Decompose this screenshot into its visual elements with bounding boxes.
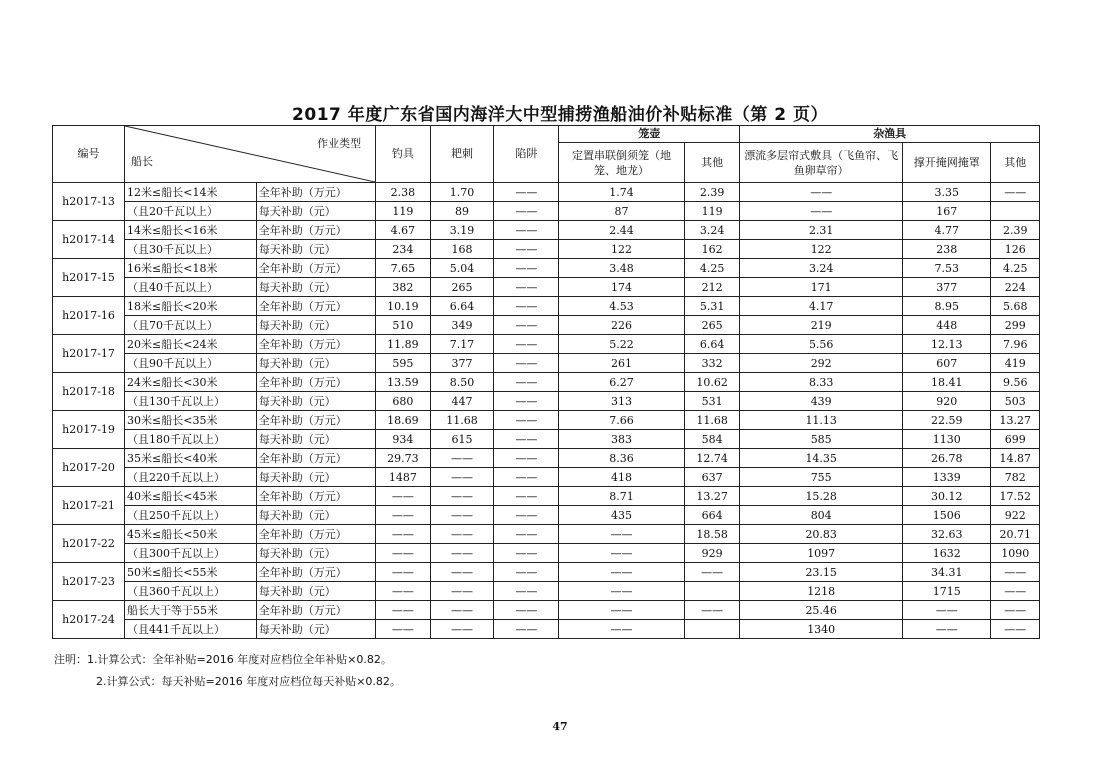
subsidy-value: 531 bbox=[684, 392, 740, 411]
subsidy-value: —— bbox=[740, 183, 903, 202]
table-row bbox=[53, 202, 1040, 221]
subsidy-value: 14.35 bbox=[740, 449, 903, 468]
subsidy-value: 664 bbox=[684, 506, 740, 525]
subsidy-value: 1715 bbox=[902, 582, 991, 601]
table-row bbox=[53, 449, 1040, 468]
subsidy-value: —— bbox=[376, 620, 431, 639]
row-id: h2017-23 bbox=[53, 563, 125, 601]
subsidy-value: —— bbox=[376, 601, 431, 620]
col-header-misc-cover: 撑开掩网掩罩 bbox=[902, 143, 991, 183]
subsidy-value: 261 bbox=[559, 354, 685, 373]
subsidy-value: —— bbox=[559, 620, 685, 639]
vessel-power-range: （且220千瓦以上） bbox=[125, 468, 257, 487]
subsidy-unit: 全年补助（万元） bbox=[256, 449, 375, 468]
subsidy-value: —— bbox=[430, 620, 494, 639]
subsidy-value: 382 bbox=[376, 278, 431, 297]
subsidy-value: 14.87 bbox=[991, 449, 1040, 468]
vessel-power-range: （且30千瓦以上） bbox=[125, 240, 257, 259]
subsidy-value: 7.53 bbox=[902, 259, 991, 278]
table-row bbox=[53, 468, 1040, 487]
subsidy-value: —— bbox=[902, 601, 991, 620]
vessel-length-range: 35米≤船长<40米 bbox=[125, 449, 257, 468]
table-row bbox=[53, 525, 1040, 544]
row-id: h2017-15 bbox=[53, 259, 125, 297]
subsidy-value: 699 bbox=[991, 430, 1040, 449]
diag-bottom-label: 船长 bbox=[131, 155, 154, 168]
subsidy-value: 377 bbox=[430, 354, 494, 373]
vessel-power-range: （且70千瓦以上） bbox=[125, 316, 257, 335]
subsidy-value: 1340 bbox=[740, 620, 903, 639]
vessel-length-range: 16米≤船长<18米 bbox=[125, 259, 257, 278]
subsidy-value: —— bbox=[494, 183, 559, 202]
subsidy-value: 2.39 bbox=[991, 221, 1040, 240]
subsidy-value: 6.27 bbox=[559, 373, 685, 392]
vessel-power-range: （且300千瓦以上） bbox=[125, 544, 257, 563]
subsidy-value: 219 bbox=[740, 316, 903, 335]
row-id: h2017-19 bbox=[53, 411, 125, 449]
subsidy-value: —— bbox=[494, 335, 559, 354]
row-id: h2017-24 bbox=[53, 601, 125, 639]
subsidy-value: 29.73 bbox=[376, 449, 431, 468]
note-2: 2.计算公式：每天补贴=2016 年度对应档位每天补贴×0.82。 bbox=[96, 675, 401, 688]
table-row bbox=[53, 430, 1040, 449]
subsidy-value: —— bbox=[991, 183, 1040, 202]
table-row bbox=[53, 316, 1040, 335]
subsidy-value: 17.52 bbox=[991, 487, 1040, 506]
vessel-power-range: （且40千瓦以上） bbox=[125, 278, 257, 297]
subsidy-value: —— bbox=[376, 506, 431, 525]
subsidy-unit: 全年补助（万元） bbox=[256, 183, 375, 202]
subsidy-value: 2.31 bbox=[740, 221, 903, 240]
diagonal-header bbox=[125, 126, 376, 183]
subsidy-value: 11.68 bbox=[684, 411, 740, 430]
subsidy-value: 922 bbox=[991, 506, 1040, 525]
subsidy-value: 11.89 bbox=[376, 335, 431, 354]
subsidy-value: —— bbox=[494, 411, 559, 430]
diagonal-line bbox=[125, 126, 375, 182]
subsidy-value: 122 bbox=[559, 240, 685, 259]
subsidy-unit: 全年补助（万元） bbox=[256, 411, 375, 430]
table-row bbox=[53, 278, 1040, 297]
group-header-misc: 杂渔具 bbox=[740, 126, 1040, 143]
subsidy-value: 10.62 bbox=[684, 373, 740, 392]
subsidy-value: —— bbox=[494, 563, 559, 582]
subsidy-unit: 全年补助（万元） bbox=[256, 335, 375, 354]
subsidy-value: 30.12 bbox=[902, 487, 991, 506]
table-body bbox=[53, 183, 1040, 639]
subsidy-value: 167 bbox=[902, 202, 991, 221]
subsidy-value: —— bbox=[376, 544, 431, 563]
vessel-power-range: （且180千瓦以上） bbox=[125, 430, 257, 449]
group-header-cage: 笼壶 bbox=[559, 126, 740, 143]
subsidy-unit: 全年补助（万元） bbox=[256, 373, 375, 392]
subsidy-value: 299 bbox=[991, 316, 1040, 335]
subsidy-value: 89 bbox=[430, 202, 494, 221]
subsidy-value: 265 bbox=[430, 278, 494, 297]
subsidy-value: 20.71 bbox=[991, 525, 1040, 544]
subsidy-value: 8.71 bbox=[559, 487, 685, 506]
subsidy-value: 510 bbox=[376, 316, 431, 335]
subsidy-value: —— bbox=[991, 582, 1040, 601]
subsidy-value: 12.74 bbox=[684, 449, 740, 468]
subsidy-value: —— bbox=[494, 221, 559, 240]
subsidy-value: 4.25 bbox=[684, 259, 740, 278]
subsidy-value: 313 bbox=[559, 392, 685, 411]
subsidy-value: 34.31 bbox=[902, 563, 991, 582]
row-id: h2017-21 bbox=[53, 487, 125, 525]
diag-top-label: 作业类型 bbox=[317, 137, 362, 150]
subsidy-value: —— bbox=[430, 487, 494, 506]
page-number: 47 bbox=[552, 720, 568, 733]
vessel-length-range: 30米≤船长<35米 bbox=[125, 411, 257, 430]
subsidy-value: 448 bbox=[902, 316, 991, 335]
subsidy-value: —— bbox=[430, 449, 494, 468]
subsidy-value: 5.22 bbox=[559, 335, 685, 354]
subsidy-value: 18.41 bbox=[902, 373, 991, 392]
note-1: 注明：1.计算公式：全年补贴=2016 年度对应档位全年补贴×0.82。 bbox=[54, 653, 392, 666]
subsidy-value: 3.48 bbox=[559, 259, 685, 278]
subsidy-unit: 每天补助（元） bbox=[256, 278, 375, 297]
subsidy-unit: 每天补助（元） bbox=[256, 468, 375, 487]
subsidy-value bbox=[684, 620, 740, 639]
subsidy-value: —— bbox=[991, 620, 1040, 639]
subsidy-value: —— bbox=[430, 468, 494, 487]
subsidy-value: 377 bbox=[902, 278, 991, 297]
subsidy-value: —— bbox=[559, 525, 685, 544]
vessel-length-range: 50米≤船长<55米 bbox=[125, 563, 257, 582]
subsidy-value: 637 bbox=[684, 468, 740, 487]
subsidy-value: 13.27 bbox=[684, 487, 740, 506]
subsidy-value: 119 bbox=[376, 202, 431, 221]
subsidy-value: 171 bbox=[740, 278, 903, 297]
subsidy-value: 332 bbox=[684, 354, 740, 373]
subsidy-value: 1.74 bbox=[559, 183, 685, 202]
subsidy-value: 7.17 bbox=[430, 335, 494, 354]
subsidy-value: 4.25 bbox=[991, 259, 1040, 278]
subsidy-value: 3.24 bbox=[684, 221, 740, 240]
subsidy-value: 929 bbox=[684, 544, 740, 563]
subsidy-value: 2.38 bbox=[376, 183, 431, 202]
row-id: h2017-18 bbox=[53, 373, 125, 411]
subsidy-value: 595 bbox=[376, 354, 431, 373]
subsidy-value: —— bbox=[494, 525, 559, 544]
subsidy-value: —— bbox=[740, 202, 903, 221]
subsidy-value: 13.59 bbox=[376, 373, 431, 392]
subsidy-value: 23.15 bbox=[740, 563, 903, 582]
subsidy-value: —— bbox=[991, 601, 1040, 620]
col-header-cage-series: 定置串联倒须笼（地笼、地龙） bbox=[559, 143, 685, 183]
subsidy-value: —— bbox=[559, 582, 685, 601]
subsidy-value: —— bbox=[430, 601, 494, 620]
subsidy-unit: 每天补助（元） bbox=[256, 620, 375, 639]
subsidy-value: 6.64 bbox=[430, 297, 494, 316]
subsidy-value: 265 bbox=[684, 316, 740, 335]
subsidy-value: 26.78 bbox=[902, 449, 991, 468]
subsidy-value: 5.04 bbox=[430, 259, 494, 278]
vessel-power-range: （且90千瓦以上） bbox=[125, 354, 257, 373]
table-row bbox=[53, 297, 1040, 316]
subsidy-value: —— bbox=[494, 468, 559, 487]
subsidy-value: 234 bbox=[376, 240, 431, 259]
subsidy-value: 419 bbox=[991, 354, 1040, 373]
subsidy-value: 1218 bbox=[740, 582, 903, 601]
subsidy-value: 32.63 bbox=[902, 525, 991, 544]
subsidy-value: 13.27 bbox=[991, 411, 1040, 430]
table-row bbox=[53, 506, 1040, 525]
table-row bbox=[53, 582, 1040, 601]
subsidy-value: 435 bbox=[559, 506, 685, 525]
subsidy-value: 11.68 bbox=[430, 411, 494, 430]
subsidy-value: 2.39 bbox=[684, 183, 740, 202]
subsidy-value: —— bbox=[991, 563, 1040, 582]
subsidy-value: 238 bbox=[902, 240, 991, 259]
subsidy-value: 226 bbox=[559, 316, 685, 335]
col-header-cage-other: 其他 bbox=[684, 143, 740, 183]
subsidy-value: 3.35 bbox=[902, 183, 991, 202]
vessel-power-range: （且20千瓦以上） bbox=[125, 202, 257, 221]
vessel-length-range: 18米≤船长<20米 bbox=[125, 297, 257, 316]
subsidy-value: 584 bbox=[684, 430, 740, 449]
subsidy-value: —— bbox=[430, 525, 494, 544]
subsidy-value: —— bbox=[494, 373, 559, 392]
subsidy-value: 5.68 bbox=[991, 297, 1040, 316]
subsidy-value: 1339 bbox=[902, 468, 991, 487]
subsidy-value: 7.96 bbox=[991, 335, 1040, 354]
vessel-power-range: （且441千瓦以上） bbox=[125, 620, 257, 639]
subsidy-value: 782 bbox=[991, 468, 1040, 487]
subsidy-value: 212 bbox=[684, 278, 740, 297]
subsidy-unit: 全年补助（万元） bbox=[256, 601, 375, 620]
subsidy-value: 383 bbox=[559, 430, 685, 449]
subsidy-value: 607 bbox=[902, 354, 991, 373]
subsidy-value: —— bbox=[494, 582, 559, 601]
subsidy-value: —— bbox=[494, 544, 559, 563]
vessel-length-range: 12米≤船长<14米 bbox=[125, 183, 257, 202]
col-header-xianjing: 陷阱 bbox=[494, 126, 559, 183]
subsidy-value: 9.56 bbox=[991, 373, 1040, 392]
col-header-paci: 耙刺 bbox=[430, 126, 494, 183]
col-header-misc-drift: 漂流多层帘式敷具（飞鱼帘、飞鱼卵草帘） bbox=[740, 143, 903, 183]
subsidy-value: —— bbox=[559, 563, 685, 582]
subsidy-value bbox=[684, 582, 740, 601]
subsidy-value: 3.19 bbox=[430, 221, 494, 240]
subsidy-value: 87 bbox=[559, 202, 685, 221]
subsidy-value: —— bbox=[684, 601, 740, 620]
subsidy-value: 122 bbox=[740, 240, 903, 259]
subsidy-unit: 全年补助（万元） bbox=[256, 563, 375, 582]
subsidy-value: 174 bbox=[559, 278, 685, 297]
table-row bbox=[53, 259, 1040, 278]
subsidy-value: —— bbox=[376, 525, 431, 544]
subsidy-unit: 全年补助（万元） bbox=[256, 525, 375, 544]
subsidy-value: 2.44 bbox=[559, 221, 685, 240]
vessel-length-range: 20米≤船长<24米 bbox=[125, 335, 257, 354]
subsidy-unit: 每天补助（元） bbox=[256, 506, 375, 525]
subsidy-value: 119 bbox=[684, 202, 740, 221]
subsidy-value: 18.58 bbox=[684, 525, 740, 544]
table-row bbox=[53, 240, 1040, 259]
subsidy-value: —— bbox=[559, 544, 685, 563]
subsidy-value: 615 bbox=[430, 430, 494, 449]
subsidy-value: 4.17 bbox=[740, 297, 903, 316]
subsidy-value: 292 bbox=[740, 354, 903, 373]
subsidy-value: 22.59 bbox=[902, 411, 991, 430]
row-id: h2017-20 bbox=[53, 449, 125, 487]
subsidy-value: —— bbox=[494, 620, 559, 639]
subsidy-value: 168 bbox=[430, 240, 494, 259]
subsidy-value: 1090 bbox=[991, 544, 1040, 563]
subsidy-unit: 每天补助（元） bbox=[256, 430, 375, 449]
subsidy-value: —— bbox=[494, 297, 559, 316]
subsidy-value: —— bbox=[494, 601, 559, 620]
table-row bbox=[53, 221, 1040, 240]
subsidy-value: 755 bbox=[740, 468, 903, 487]
subsidy-value: 1487 bbox=[376, 468, 431, 487]
subsidy-value: 447 bbox=[430, 392, 494, 411]
subsidy-value: —— bbox=[684, 563, 740, 582]
subsidy-value: 8.33 bbox=[740, 373, 903, 392]
vessel-power-range: （且360千瓦以上） bbox=[125, 582, 257, 601]
subsidy-value: 10.19 bbox=[376, 297, 431, 316]
subsidy-value: —— bbox=[494, 449, 559, 468]
subsidy-value: 20.83 bbox=[740, 525, 903, 544]
row-id: h2017-16 bbox=[53, 297, 125, 335]
vessel-power-range: （且250千瓦以上） bbox=[125, 506, 257, 525]
subsidy-value: 503 bbox=[991, 392, 1040, 411]
subsidy-value: —— bbox=[430, 506, 494, 525]
subsidy-value: 5.31 bbox=[684, 297, 740, 316]
subsidy-value bbox=[991, 202, 1040, 221]
subsidy-unit: 每天补助（元） bbox=[256, 392, 375, 411]
vessel-length-range: 24米≤船长<30米 bbox=[125, 373, 257, 392]
subsidy-value: 7.65 bbox=[376, 259, 431, 278]
table-row bbox=[53, 563, 1040, 582]
subsidy-value: 920 bbox=[902, 392, 991, 411]
subsidy-value: 804 bbox=[740, 506, 903, 525]
subsidy-value: 680 bbox=[376, 392, 431, 411]
subsidy-value: 1130 bbox=[902, 430, 991, 449]
subsidy-unit: 全年补助（万元） bbox=[256, 297, 375, 316]
subsidy-value: —— bbox=[376, 487, 431, 506]
subsidy-value: 1632 bbox=[902, 544, 991, 563]
subsidy-value: —— bbox=[430, 544, 494, 563]
subsidy-unit: 每天补助（元） bbox=[256, 354, 375, 373]
table-row bbox=[53, 544, 1040, 563]
subsidy-value: —— bbox=[494, 202, 559, 221]
table-row bbox=[53, 601, 1040, 620]
vessel-length-range: 40米≤船长<45米 bbox=[125, 487, 257, 506]
serial-header: 编号 bbox=[53, 126, 125, 183]
subsidy-value: 11.13 bbox=[740, 411, 903, 430]
subsidy-value: 1.70 bbox=[430, 183, 494, 202]
subsidy-value: 4.67 bbox=[376, 221, 431, 240]
subsidy-value: 15.28 bbox=[740, 487, 903, 506]
col-header-misc-other: 其他 bbox=[991, 143, 1040, 183]
subsidy-value: —— bbox=[494, 278, 559, 297]
subsidy-unit: 全年补助（万元） bbox=[256, 221, 375, 240]
page-title: 2017 年度广东省国内海洋大中型捕捞渔船油价补贴标准（第 2 页） bbox=[292, 105, 828, 125]
subsidy-value: 349 bbox=[430, 316, 494, 335]
subsidy-value: 7.66 bbox=[559, 411, 685, 430]
vessel-power-range: （且130千瓦以上） bbox=[125, 392, 257, 411]
subsidy-value: 4.77 bbox=[902, 221, 991, 240]
row-id: h2017-17 bbox=[53, 335, 125, 373]
subsidy-value: 8.50 bbox=[430, 373, 494, 392]
subsidy-value: 126 bbox=[991, 240, 1040, 259]
subsidy-value: 8.95 bbox=[902, 297, 991, 316]
subsidy-value: —— bbox=[430, 582, 494, 601]
subsidy-value: 18.69 bbox=[376, 411, 431, 430]
subsidy-value: —— bbox=[494, 259, 559, 278]
col-header-diaoju: 钓具 bbox=[376, 126, 431, 183]
subsidy-unit: 每天补助（元） bbox=[256, 544, 375, 563]
table-row bbox=[53, 392, 1040, 411]
table-row bbox=[53, 335, 1040, 354]
notes bbox=[54, 649, 401, 693]
vessel-length-range: 14米≤船长<16米 bbox=[125, 221, 257, 240]
table-row bbox=[53, 183, 1040, 202]
subsidy-value: 6.64 bbox=[684, 335, 740, 354]
subsidy-value: 8.36 bbox=[559, 449, 685, 468]
table-row bbox=[53, 620, 1040, 639]
subsidy-value: 3.24 bbox=[740, 259, 903, 278]
subsidy-value: 1506 bbox=[902, 506, 991, 525]
subsidy-value: 25.46 bbox=[740, 601, 903, 620]
row-id: h2017-14 bbox=[53, 221, 125, 259]
subsidy-unit: 每天补助（元） bbox=[256, 202, 375, 221]
table-row bbox=[53, 487, 1040, 506]
subsidy-unit: 全年补助（万元） bbox=[256, 259, 375, 278]
subsidy-table bbox=[52, 125, 1040, 639]
vessel-length-range: 45米≤船长<50米 bbox=[125, 525, 257, 544]
subsidy-value: —— bbox=[376, 582, 431, 601]
subsidy-value: —— bbox=[376, 563, 431, 582]
subsidy-value: 5.56 bbox=[740, 335, 903, 354]
subsidy-value: 439 bbox=[740, 392, 903, 411]
table-row bbox=[53, 411, 1040, 430]
vessel-length-range: 船长大于等于55米 bbox=[125, 601, 257, 620]
subsidy-value: —— bbox=[494, 316, 559, 335]
subsidy-value: 162 bbox=[684, 240, 740, 259]
row-id: h2017-13 bbox=[53, 183, 125, 221]
subsidy-unit: 全年补助（万元） bbox=[256, 487, 375, 506]
subsidy-value: 418 bbox=[559, 468, 685, 487]
subsidy-value: —— bbox=[494, 506, 559, 525]
subsidy-unit: 每天补助（元） bbox=[256, 240, 375, 259]
subsidy-value: —— bbox=[494, 487, 559, 506]
table-row bbox=[53, 373, 1040, 392]
subsidy-value: 224 bbox=[991, 278, 1040, 297]
subsidy-value: —— bbox=[430, 563, 494, 582]
table-row bbox=[53, 354, 1040, 373]
row-id: h2017-22 bbox=[53, 525, 125, 563]
subsidy-value: —— bbox=[559, 601, 685, 620]
subsidy-value: 1097 bbox=[740, 544, 903, 563]
subsidy-value: 585 bbox=[740, 430, 903, 449]
subsidy-value: 12.13 bbox=[902, 335, 991, 354]
subsidy-value: —— bbox=[494, 354, 559, 373]
subsidy-value: 4.53 bbox=[559, 297, 685, 316]
subsidy-value: —— bbox=[494, 240, 559, 259]
subsidy-value: 934 bbox=[376, 430, 431, 449]
subsidy-unit: 每天补助（元） bbox=[256, 582, 375, 601]
subsidy-unit: 每天补助（元） bbox=[256, 316, 375, 335]
subsidy-value: —— bbox=[494, 392, 559, 411]
subsidy-value: —— bbox=[494, 430, 559, 449]
subsidy-value: —— bbox=[902, 620, 991, 639]
